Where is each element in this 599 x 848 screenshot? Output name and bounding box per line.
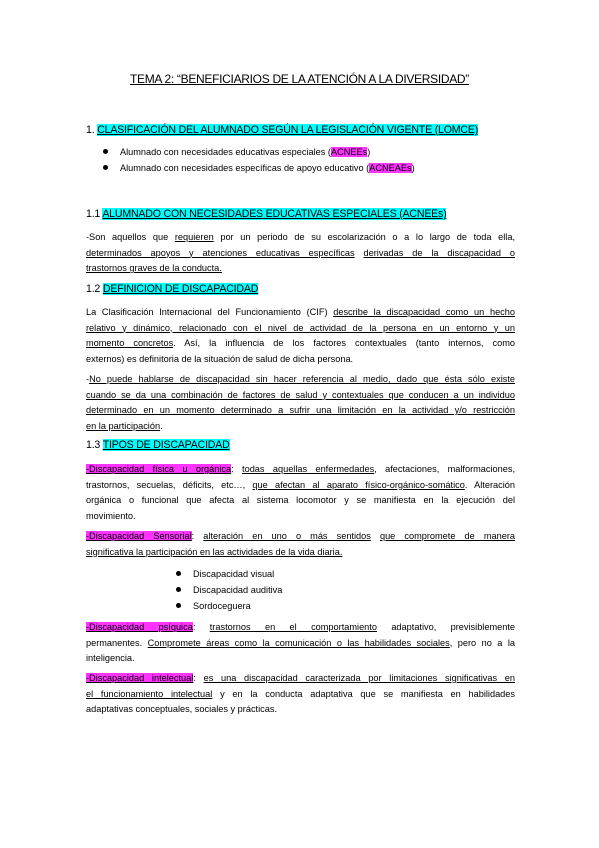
paragraph-medio: -No puede hablarse de discapacidad sin hacer referencia al medio, dado que ésta sólo existe cuando se da una combinación de factores de salud y contextuales que conducen a un individuo determinado en un momento determinado a sufrir una limitación en la actividad y/o restricción en la participación. [86,374,515,431]
paragraph-fisica: -Discapacidad física u orgánica: todas aquellas enfermedades, afectaciones, malformaciones, trastornos, secuelas, déficits, etc…, que afectan al aparato físico-orgánico-somático. Alteración orgánica o funcional que afecta al sistema locomotor y se manifiesta en la ejecución del movimiento. [86,464,516,521]
section-1-heading: 1. CLASIFICACIÓN DEL ALUMNADO SEGÚN LA LEGISLACIÓN VIGENTE (LOMCE) [86,124,479,136]
section-1-2-heading: 1.2 DEFINICION DE DISCAPACIDAD [86,283,259,295]
list-item: Discapacidad visual [176,569,274,579]
paragraph-psiquica: -Discapacidad psíquica: trastornos en el comportamiento adaptativo, previsiblemente permanentes. Compromete áreas como la comunicación o las habilidades sociales, pero no a la inteligencia. [86,622,515,664]
bullet-icon [103,149,108,154]
paragraph-cif: La Clasificación Internacional del Funcionamiento (CIF) describe la discapacidad como un hecho relativo y dinámico, relacionado con el nivel de actividad de la persona en un entorno y un momento concretos. Así, la influencia de los factores contextuales (tanto internos, como externos) es definitoria de la situación de salud de dicha persona. [86,307,515,364]
bullet-icon [176,603,181,608]
section-1-3-heading: 1.3 TIPOS DE DISCAPACIDAD [86,439,230,451]
paragraph-sensorial: -Discapacidad Sensorial: alteración en uno o más sentidos que compromete de manera significativa la participación en las actividades de la vida diaria. [86,531,516,557]
bullet-icon [103,165,108,170]
paragraph-intelectual: -Discapacidad intelectual: es una discapacidad caracterizada por limitaciones significativas en el funcionamiento intelectual y en la conducta adaptativa que se manifiesta en habilidades adaptativas conceptuales, sociales y prácticas. [86,673,516,715]
list-item: Alumnado con necesidades específicas de apoyo educativo (ACNEAEs) [103,163,415,173]
list-item: Sordoceguera [176,601,251,611]
section-1-1-heading: 1.1 ALUMNADO CON NECESIDADES EDUCATIVAS ESPECIALES (ACNEEs) [86,208,447,220]
bullet-icon [176,571,181,576]
page-title: TEMA 2: “BENEFICIARIOS DE LA ATENCIÓN A LA DIVERSIDAD” [129,72,469,86]
bullet-icon [176,587,181,592]
list-item: Alumnado con necesidades educativas especiales (ACNEEs) [103,147,370,157]
paragraph-acnees: -Son aquellos que requieren por un periodo de su escolarización o a lo largo de toda ella, determinados apoyos y atenciones educativas específicas derivadas de la discapacidad o trastornos graves de la conducta. [86,232,515,274]
list-item: Discapacidad auditiva [176,585,282,595]
